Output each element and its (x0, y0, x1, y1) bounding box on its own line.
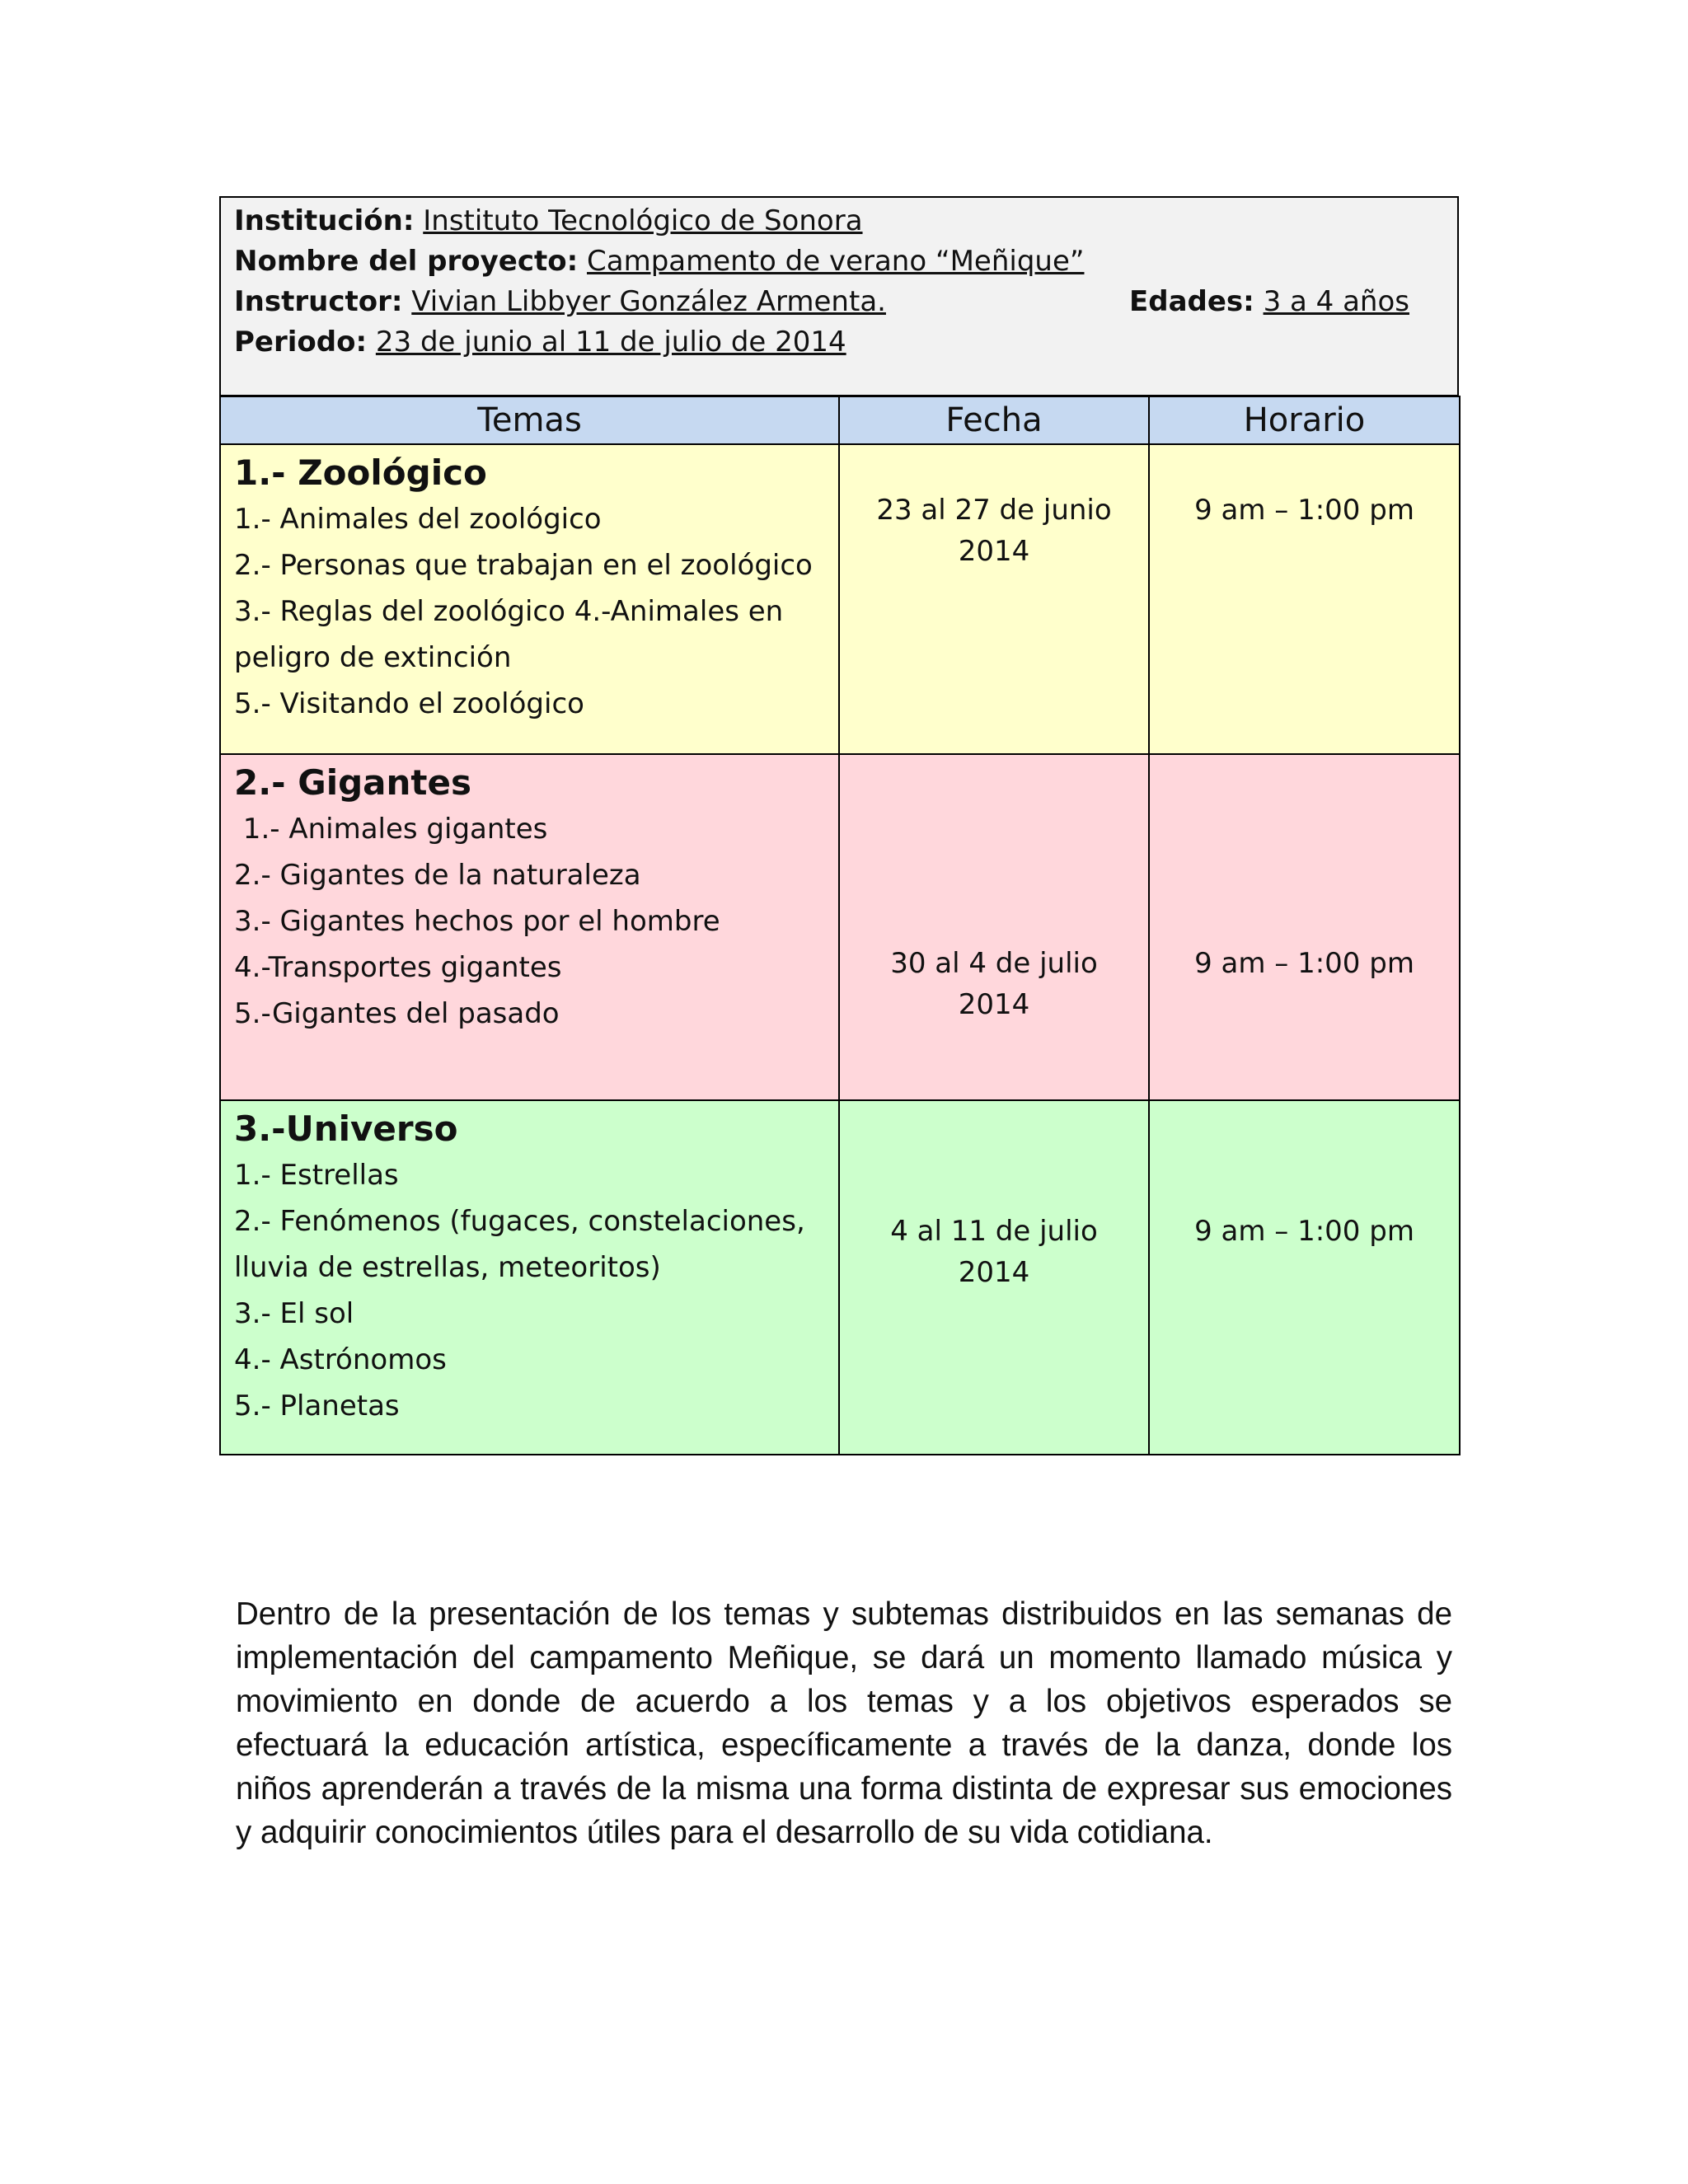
subtopic-item: 5.- Visitando el zoológico (234, 687, 584, 720)
schedule-cell (1149, 754, 1460, 1100)
subtopic-item: 3.- El sol (234, 1297, 354, 1330)
table-row (220, 1100, 1460, 1455)
schedule-table (219, 396, 1461, 1455)
schedule-cell (1149, 1100, 1460, 1455)
subtopic-item: 5.- Planetas (234, 1390, 400, 1422)
subtopic-item: 3.- Reglas del zoológico 4.-Animales en (234, 595, 784, 628)
subtopic-item: 2.- Gigantes de la naturaleza (234, 859, 641, 892)
subtopic-list (221, 496, 838, 727)
topic-cell (220, 444, 839, 754)
date-line: 2014 (958, 535, 1030, 568)
subtopic-item: 1.- Animales gigantes (234, 813, 548, 846)
column-header-fecha: Fecha (839, 396, 1149, 444)
schedule-text: 9 am – 1:00 pm (1194, 494, 1414, 527)
topic-title: 3.-Universo (234, 1108, 458, 1149)
subtopic-list (221, 1152, 838, 1429)
subtopic-item: 1.- Estrellas (234, 1159, 399, 1192)
instructor-value: Vivian Libbyer González Armenta. (411, 285, 886, 318)
table-row (220, 444, 1460, 754)
topic-cell (220, 754, 839, 1100)
schedule-text: 9 am – 1:00 pm (1194, 1215, 1414, 1248)
subtopic-item: 4.-Transportes gigantes (234, 951, 562, 984)
body-paragraph: Dentro de la presentación de los temas y subtemas distribuidos en las semanas de implementación del campamento Meñique, se dará un momento llamado música y movimiento en donde de acuerdo a los temas y a los objetivos esperados se efectuará la educación artística, específicamente a través de la danza, donde los niños aprenderán a través de la misma una forma distinta de expresar sus emociones y adquirir conocimientos útiles para el desarrollo de su vida cotidiana. (236, 1596, 1452, 1850)
period-line (234, 322, 1444, 363)
date-cell (839, 1100, 1149, 1455)
subtopic-item: 5.-Gigantes del pasado (234, 997, 560, 1030)
ages-value: 3 a 4 años (1263, 285, 1409, 318)
project-value: Campamento de verano “Meñique” (587, 245, 1085, 278)
schedule-text: 9 am – 1:00 pm (1194, 947, 1414, 980)
subtopic-item: 4.- Astrónomos (234, 1343, 447, 1376)
project-label: Nombre del proyecto: (234, 245, 579, 278)
subtopic-item: 2.- Fenómenos (fugaces, constelaciones, (234, 1205, 805, 1238)
project-line (234, 241, 1444, 282)
date-cell (839, 444, 1149, 754)
subtopic-item: 3.- Gigantes hechos por el hombre (234, 905, 720, 938)
subtopic-list (221, 806, 838, 1037)
project-info-box (219, 196, 1459, 396)
schedule-cell (1149, 444, 1460, 754)
table-row (220, 754, 1460, 1100)
date-line: 23 al 27 de junio (876, 494, 1112, 527)
column-header-temas: Temas (220, 396, 839, 444)
ages-label: Edades: (1129, 285, 1254, 318)
subtopic-item: 2.- Personas que trabajan en el zoológico (234, 549, 813, 582)
instructor-label: Instructor: (234, 285, 403, 318)
date-text: 4 al 11 de julio 2014 (890, 1215, 1098, 1289)
date-text: 30 al 4 de julio 2014 (890, 947, 1098, 1021)
institution-line (234, 201, 1444, 241)
instructor-line (234, 282, 1444, 322)
topic-title: 1.- Zoológico (234, 452, 487, 493)
institution-value: Instituto Tecnológico de Sonora (423, 204, 863, 237)
topic-title: 2.- Gigantes (234, 762, 471, 803)
table-header-row (220, 396, 1460, 444)
institution-label: Institución: (234, 204, 415, 237)
date-text (840, 445, 1148, 572)
ages-field (1129, 282, 1409, 322)
topic-cell (220, 1100, 839, 1455)
subtopic-item: peligro de extinción (234, 641, 512, 674)
period-label: Periodo: (234, 326, 368, 359)
subtopic-item: 1.- Animales del zoológico (234, 503, 602, 536)
subtopic-item: lluvia de estrellas, meteoritos) (234, 1251, 661, 1284)
column-header-horario: Horario (1149, 396, 1460, 444)
period-value: 23 de junio al 11 de julio de 2014 (375, 326, 846, 359)
date-cell (839, 754, 1149, 1100)
